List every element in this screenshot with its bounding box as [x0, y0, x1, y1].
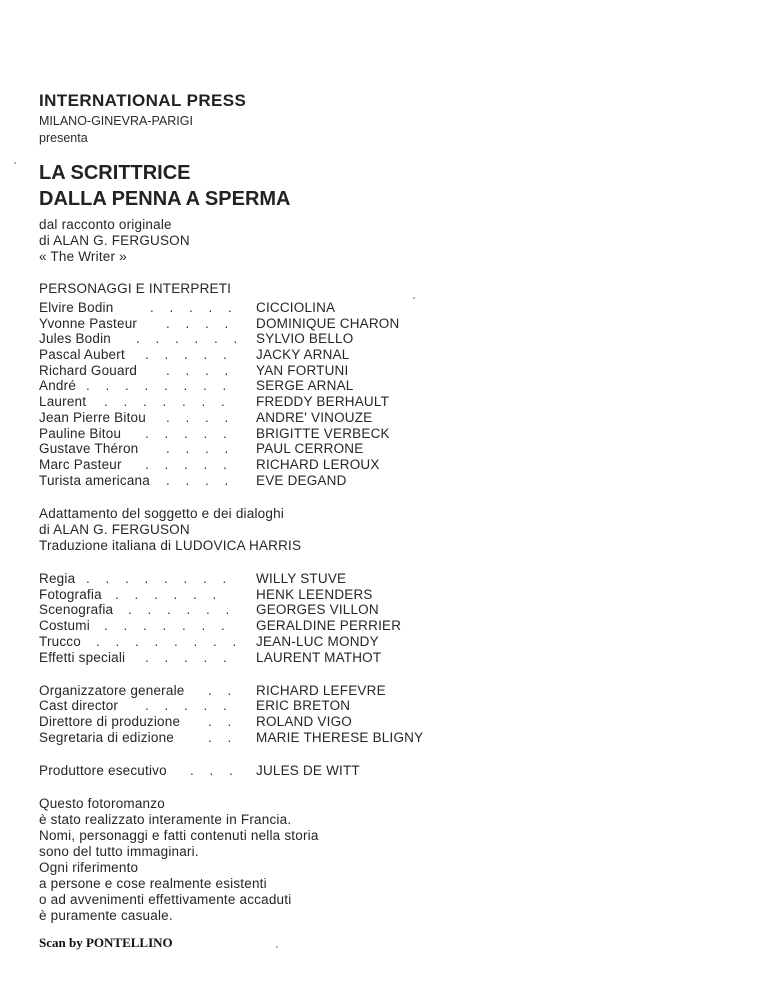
disclaimer-line: è stato realizzato interamente in Francia. — [39, 812, 292, 827]
crew-role: Regia — [39, 571, 76, 586]
cast-actor: SYLVIO BELLO — [256, 331, 354, 346]
disclaimer-line: è puramente casuale. — [39, 908, 173, 923]
cast-role: Jules Bodin — [39, 331, 111, 346]
crew-name: HENK LEENDERS — [256, 587, 373, 602]
publisher-presents: presenta — [39, 131, 88, 145]
title-line-1: LA SCRITTRICE — [39, 162, 191, 184]
adaptation-line-2: di ALAN G. FERGUSON — [39, 522, 190, 537]
cast-actor: YAN FORTUNI — [256, 363, 349, 378]
source-line-2: di ALAN G. FERGUSON — [39, 233, 190, 248]
adaptation-line-3: Traduzione italiana di LUDOVICA HARRIS — [39, 538, 302, 553]
leader-dots: . . . . . . . — [104, 618, 231, 633]
production-name: RICHARD LEFEVRE — [256, 683, 386, 698]
executive-role: Produttore esecutivo — [39, 763, 167, 778]
scan-speck — [14, 162, 16, 164]
disclaimer-line: Ogni riferimento — [39, 860, 139, 875]
cast-heading: PERSONAGGI E INTERPRETI — [39, 281, 232, 296]
disclaimer-line: o ad avvenimenti effettivamente accaduti — [39, 892, 292, 907]
leader-dots: . . — [208, 730, 238, 745]
publisher-cities: MILANO-GINEVRA-PARIGI — [39, 114, 193, 128]
disclaimer-line: sono del tutto immaginari. — [39, 844, 199, 859]
leader-dots: . . — [208, 683, 238, 698]
cast-role: Gustave Théron — [39, 441, 139, 456]
leader-dots: . . . . . . . . — [86, 378, 233, 393]
adaptation-line-1: Adattamento del soggetto e dei dialoghi — [39, 506, 284, 521]
cast-actor: DOMINIQUE CHARON — [256, 316, 400, 331]
leader-dots: . . . . . . — [128, 602, 236, 617]
crew-role: Fotografia — [39, 587, 102, 602]
cast-actor: PAUL CERRONE — [256, 441, 364, 456]
production-role: Organizzatore generale — [39, 683, 185, 698]
cast-actor: JACKY ARNAL — [256, 347, 350, 362]
leader-dots: . . . . . . . — [104, 394, 231, 409]
scan-credit: Scan by PONTELLINO — [39, 935, 173, 950]
crew-name: JEAN-LUC MONDY — [256, 634, 379, 649]
production-role: Segretaria di edizione — [39, 730, 174, 745]
leader-dots: . . . . — [166, 410, 235, 425]
cast-role: Elvire Bodin — [39, 300, 114, 315]
leader-dots: . . . . . — [145, 426, 233, 441]
cast-actor: RICHARD LEROUX — [256, 457, 380, 472]
production-role: Cast director — [39, 698, 119, 713]
leader-dots: . . . . — [166, 363, 235, 378]
cast-role: Richard Gouard — [39, 363, 138, 378]
cast-actor: FREDDY BERHAULT — [256, 394, 390, 409]
source-line-3: « The Writer » — [39, 249, 127, 264]
leader-dots: . . . . . . — [136, 331, 244, 346]
production-role: Direttore di produzione — [39, 714, 181, 729]
production-name: ROLAND VIGO — [256, 714, 352, 729]
scan-speck — [413, 297, 415, 299]
cast-role: Turista americana — [39, 473, 150, 488]
cast-actor: ANDRE' VINOUZE — [256, 410, 373, 425]
leader-dots: . . . . . — [145, 698, 233, 713]
cast-actor: EVE DEGAND — [256, 473, 347, 488]
crew-name: GEORGES VILLON — [256, 602, 379, 617]
cast-actor: CICCIOLINA — [256, 300, 336, 315]
publisher-name: INTERNATIONAL PRESS — [39, 91, 247, 110]
cast-actor: SERGE ARNAL — [256, 378, 354, 393]
cast-role: Pascal Aubert — [39, 347, 125, 362]
leader-dots: . . . . . . — [115, 587, 223, 602]
leader-dots: . . . . — [166, 473, 235, 488]
cast-role: Yvonne Pasteur — [39, 316, 138, 331]
crew-name: GERALDINE PERRIER — [256, 618, 402, 633]
crew-name: LAURENT MATHOT — [256, 650, 382, 665]
leader-dots: . . . . . — [145, 347, 233, 362]
leader-dots: . . . . . — [150, 300, 238, 315]
crew-role: Effetti speciali — [39, 650, 126, 665]
disclaimer-line: a persone e cose realmente esistenti — [39, 876, 267, 891]
scan-speck — [276, 946, 278, 948]
source-line-1: dal racconto originale — [39, 217, 172, 232]
crew-role: Scenografia — [39, 602, 114, 617]
cast-role: Jean Pierre Bitou — [39, 410, 146, 425]
cast-actor: BRIGITTE VERBECK — [256, 426, 390, 441]
cast-role: Marc Pasteur — [39, 457, 122, 472]
cast-role: André — [39, 378, 77, 393]
cast-role: Pauline Bitou — [39, 426, 122, 441]
leader-dots: . . . — [190, 763, 239, 778]
leader-dots: . . . . — [166, 441, 235, 456]
production-name: MARIE THERESE BLIGNY — [256, 730, 424, 745]
leader-dots: . . . . — [166, 316, 235, 331]
leader-dots: . . . . . . . . — [96, 634, 243, 649]
disclaimer-line: Questo fotoromanzo — [39, 796, 165, 811]
crew-name: WILLY STUVE — [256, 571, 347, 586]
title-line-2: DALLA PENNA A SPERMA — [39, 188, 291, 210]
executive-name: JULES DE WITT — [256, 763, 360, 778]
crew-role: Costumi — [39, 618, 90, 633]
disclaimer-line: Nomi, personaggi e fatti contenuti nella storia — [39, 828, 319, 843]
production-name: ERIC BRETON — [256, 698, 351, 713]
leader-dots: . . — [208, 714, 238, 729]
leader-dots: . . . . . — [145, 457, 233, 472]
leader-dots: . . . . . — [145, 650, 233, 665]
leader-dots: . . . . . . . . — [86, 571, 233, 586]
cast-role: Laurent — [39, 394, 87, 409]
crew-role: Trucco — [39, 634, 81, 649]
